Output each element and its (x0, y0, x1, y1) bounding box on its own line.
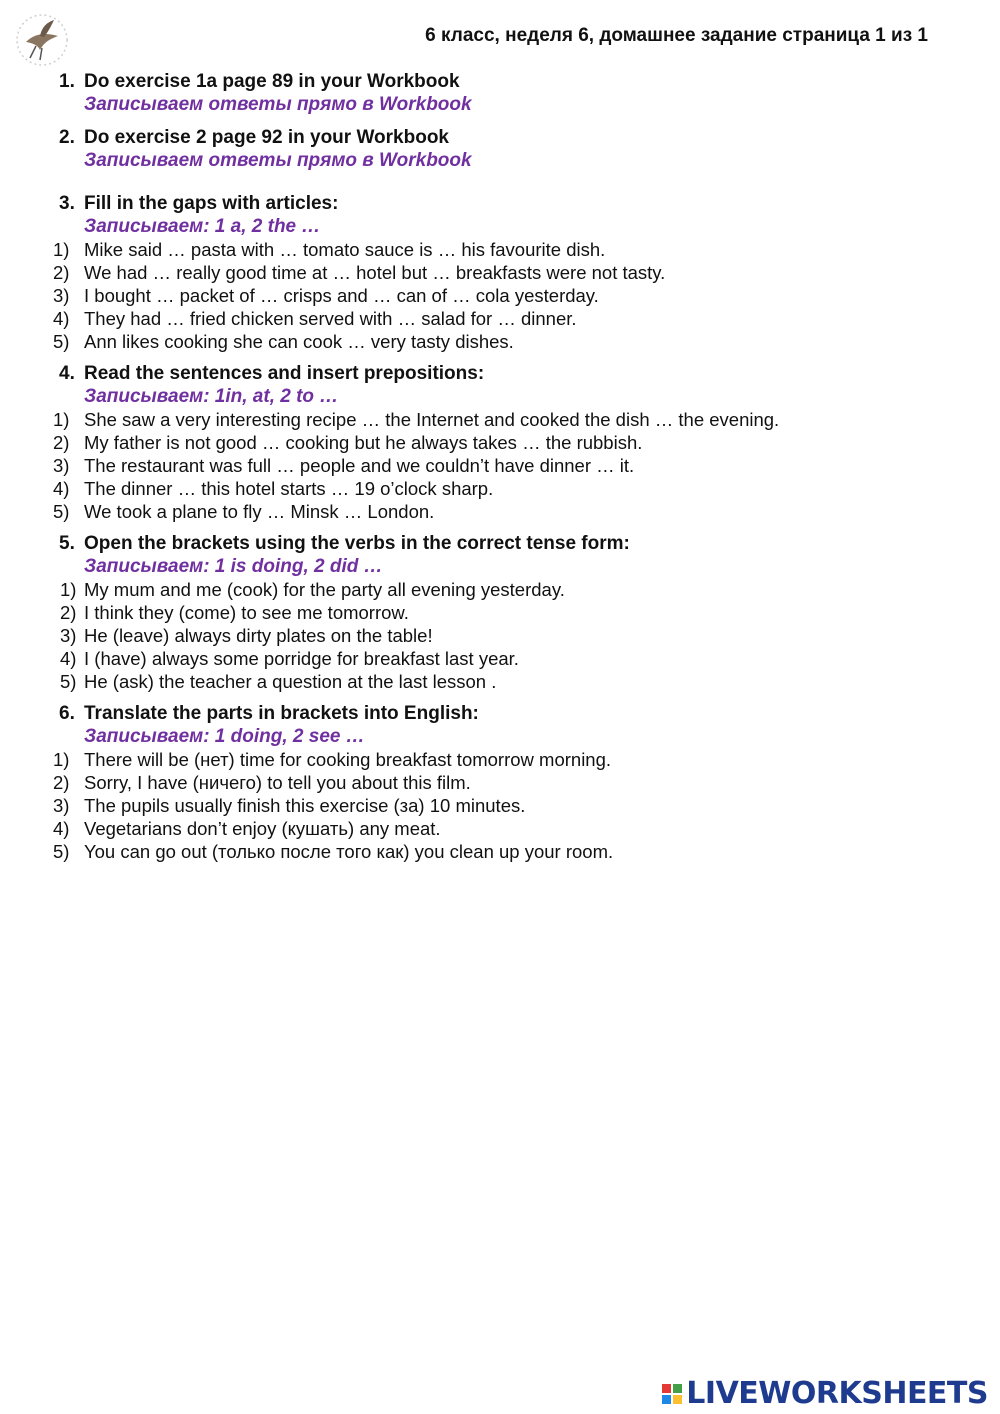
item-number: 2) (53, 262, 70, 283)
list-item (0, 601, 1000, 624)
block-red (662, 1384, 671, 1393)
item-text: She saw a very interesting recipe … the Internet and cooked the dish … the evening. (84, 409, 780, 430)
task-title: Do exercise 2 page 92 in your Workbook (84, 127, 449, 148)
list-item (0, 261, 1000, 284)
task-heading (0, 192, 1000, 215)
task-6 (0, 702, 1000, 863)
list-item (0, 330, 1000, 353)
item-number: 3) (53, 795, 70, 816)
list-item (0, 408, 1000, 431)
item-text: Sorry, I have (ничего) to tell you about this film. (84, 772, 471, 793)
liveworksheets-logo (662, 1376, 988, 1411)
task-number: 4. (59, 363, 75, 384)
task-4 (0, 362, 1000, 523)
block-blue (662, 1395, 671, 1404)
task-hint: Записываем: 1 is doing, 2 did … (84, 556, 383, 577)
list-item (0, 238, 1000, 261)
task-hint: Записываем: 1 a, 2 the … (84, 216, 321, 237)
item-number: 2) (53, 772, 70, 793)
task-number: 6. (59, 703, 75, 724)
item-number: 4) (53, 818, 70, 839)
spacer (0, 353, 1000, 362)
blocks-icon (662, 1384, 682, 1404)
item-number: 4) (60, 648, 77, 669)
item-number: 5) (53, 501, 70, 522)
item-text: He (ask) the teacher a question at the last lesson . (84, 671, 497, 692)
task-1 (0, 70, 1000, 116)
list-item (0, 307, 1000, 330)
list-item (0, 284, 1000, 307)
task-number: 3. (59, 193, 75, 214)
bird-logo-icon (14, 12, 70, 68)
task-title: Do exercise 1a page 89 in your Workbook (84, 71, 460, 92)
task-title: Read the sentences and insert prepositions: (84, 363, 485, 384)
item-number: 4) (53, 308, 70, 329)
task-5 (0, 532, 1000, 693)
brand-name: LIVEWORKSHEETS (686, 1376, 988, 1411)
item-number: 2) (53, 432, 70, 453)
list-item (0, 748, 1000, 771)
item-text: You can go out (только после того как) you clean up your room. (84, 841, 614, 862)
item-text: There will be (нет) time for cooking breakfast tomorrow morning. (84, 749, 612, 770)
task-hint: Записываем ответы прямо в Workbook (84, 150, 472, 171)
task-list (0, 70, 1000, 863)
list-item (0, 840, 1000, 863)
item-text: My father is not good … cooking but he always takes … the rubbish. (84, 432, 643, 453)
item-text: Vegetarians don’t enjoy (кушать) any meat. (84, 818, 441, 839)
list-item (0, 817, 1000, 840)
task-hint: Записываем: 1in, at, 2 to … (84, 386, 339, 407)
item-text: The pupils usually finish this exercise (за) 10 minutes. (84, 795, 526, 816)
list-item (0, 431, 1000, 454)
item-number: 1) (53, 239, 70, 260)
list-item (0, 647, 1000, 670)
list-item (0, 794, 1000, 817)
task-number: 1. (59, 71, 75, 92)
task-title: Fill in the gaps with articles: (84, 193, 339, 214)
item-text: He (leave) always dirty plates on the table! (84, 625, 433, 646)
list-item (0, 454, 1000, 477)
item-text: I (have) always some porridge for breakfast last year. (84, 648, 519, 669)
spacer (0, 523, 1000, 532)
spacer (0, 172, 1000, 192)
school-logo (14, 12, 70, 68)
block-green (673, 1384, 682, 1393)
task-2 (0, 126, 1000, 172)
list-item (0, 771, 1000, 794)
item-text: The dinner … this hotel starts … 19 o’clock sharp. (84, 478, 494, 499)
block-yellow (673, 1395, 682, 1404)
task-hint: Записываем: 1 doing, 2 see … (84, 726, 365, 747)
list-item (0, 578, 1000, 601)
spacer (0, 116, 1000, 126)
task-hint: Записываем ответы прямо в Workbook (84, 94, 472, 115)
item-number: 1) (53, 749, 70, 770)
task-heading (0, 126, 1000, 149)
item-number: 4) (53, 478, 70, 499)
item-text: I bought … packet of … crisps and … can of … cola yesterday. (84, 285, 599, 306)
item-number: 1) (53, 409, 70, 430)
item-number: 5) (53, 841, 70, 862)
item-number: 1) (60, 579, 77, 600)
item-text: Mike said … pasta with … tomato sauce is … his favourite dish. (84, 239, 606, 260)
task-heading (0, 362, 1000, 385)
page-title: 6 класс, неделя 6, домашнее задание страница 1 из 1 (425, 25, 928, 46)
task-heading (0, 702, 1000, 725)
item-number: 5) (60, 671, 77, 692)
item-number: 5) (53, 331, 70, 352)
item-text: The restaurant was full … people and we couldn’t have dinner … it. (84, 455, 635, 476)
task-3 (0, 192, 1000, 353)
item-number: 3) (53, 285, 70, 306)
item-text: My mum and me (cook) for the party all evening yesterday. (84, 579, 565, 600)
item-text: They had … fried chicken served with … salad for … dinner. (84, 308, 577, 329)
item-number: 2) (60, 602, 77, 623)
task-heading (0, 70, 1000, 93)
list-item (0, 500, 1000, 523)
list-item (0, 670, 1000, 693)
item-text: We took a plane to fly … Minsk … London. (84, 501, 435, 522)
item-number: 3) (60, 625, 77, 646)
task-title: Open the brackets using the verbs in the correct tense form: (84, 533, 630, 554)
task-title: Translate the parts in brackets into English: (84, 703, 479, 724)
task-number: 2. (59, 127, 75, 148)
list-item (0, 477, 1000, 500)
spacer (0, 693, 1000, 702)
item-number: 3) (53, 455, 70, 476)
item-text: Ann likes cooking she can cook … very tasty dishes. (84, 331, 514, 352)
item-text: We had … really good time at … hotel but … breakfasts were not tasty. (84, 262, 666, 283)
task-heading (0, 532, 1000, 555)
list-item (0, 624, 1000, 647)
task-number: 5. (59, 533, 75, 554)
item-text: I think they (come) to see me tomorrow. (84, 602, 409, 623)
